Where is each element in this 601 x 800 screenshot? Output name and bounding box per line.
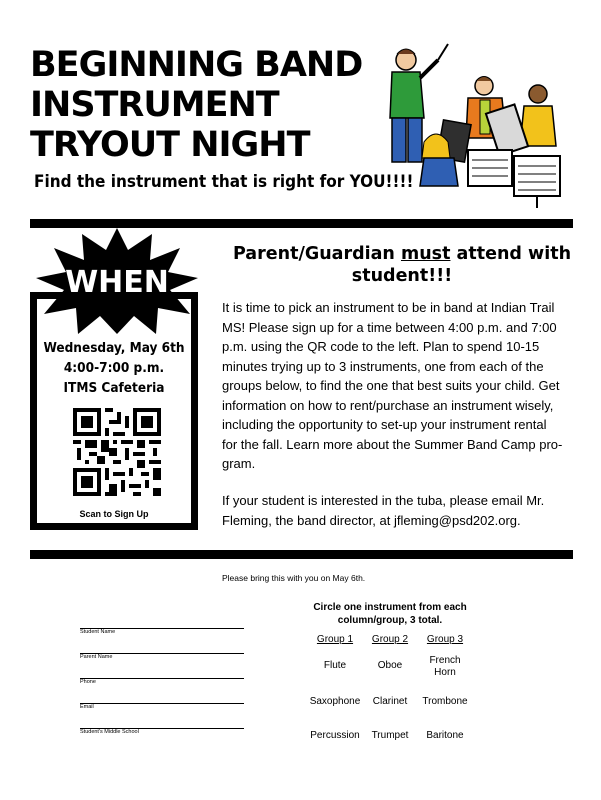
bring-note: Please bring this with you on May 6th.	[222, 573, 366, 583]
title-line-1: BEGINNING BAND	[30, 45, 363, 85]
title-line-3: TRYOUT NIGHT	[30, 125, 310, 165]
group-2-heading: Group 2	[371, 634, 409, 645]
band-clipart-illustration	[380, 38, 580, 208]
tuba-paragraph: If your student is interested in the tuba, please email Mr. Fleming, the band director, at jfleming@psd202.org.	[222, 493, 545, 528]
instrument-flute[interactable]: Flute	[323, 660, 347, 671]
field-label-parent-name: Parent Name	[80, 654, 113, 660]
field-label-student-name: Student Name	[80, 629, 116, 635]
parent-name-field[interactable]	[80, 652, 244, 654]
parent-heading: Parent/Guardian must attend with student!!!	[232, 244, 572, 286]
group-1-heading: Group 1	[316, 634, 354, 645]
qr-code[interactable]	[73, 408, 161, 496]
instrument-saxophone[interactable]: Saxophone	[309, 696, 361, 707]
group-3-heading: Group 3	[426, 634, 464, 645]
info-paragraph: It is time to pick an instrument to be in band at Indian Trail MS! Please sign up for a time between 4:00 p.m. and 7:00 p.m. using the QR code to the left. Plan to spend 10-15 minutes trying up to 3 instruments, one from each of the groups below, to find the one that best suits your child. Get information on how to rent/purchase an instrument wisely, including the opportunity to set-up your instrument rental for the fall. Learn more about the Summer Band Camp pro- gram.	[222, 300, 563, 471]
field-label-phone: Phone	[80, 679, 96, 685]
event-date: Wednesday, May 6th	[43, 340, 185, 356]
instrument-trumpet[interactable]: Trumpet	[371, 730, 409, 741]
scan-label: Scan to Sign Up	[79, 509, 149, 519]
event-time: 4:00-7:00 p.m.	[63, 360, 165, 376]
bottom-divider-bar	[30, 550, 573, 559]
middle-school-field[interactable]	[80, 727, 244, 729]
phone-field[interactable]	[80, 677, 244, 679]
instrument-french-horn[interactable]: French Horn	[429, 655, 461, 678]
instrument-baritone[interactable]: Baritone	[426, 730, 464, 741]
field-label-middle-school: Student's Middle School	[80, 729, 139, 735]
when-badge-text: WHEN	[65, 265, 169, 300]
instrument-clarinet[interactable]: Clarinet	[372, 696, 408, 707]
circle-instructions: Circle one instrument from each column/group, 3 total.	[313, 602, 467, 626]
when-starburst	[32, 226, 202, 336]
email-field[interactable]	[80, 702, 244, 704]
instrument-percussion[interactable]: Percussion	[310, 730, 360, 741]
tagline: Find the instrument that is right for YOU!!!!	[34, 172, 414, 192]
instrument-oboe[interactable]: Oboe	[377, 660, 403, 671]
event-location: ITMS Cafeteria	[63, 380, 165, 396]
title-line-2: INSTRUMENT	[30, 85, 279, 125]
field-label-email: Email	[80, 704, 94, 710]
instrument-trombone[interactable]: Trombone	[422, 696, 468, 707]
student-name-field[interactable]	[80, 627, 244, 629]
